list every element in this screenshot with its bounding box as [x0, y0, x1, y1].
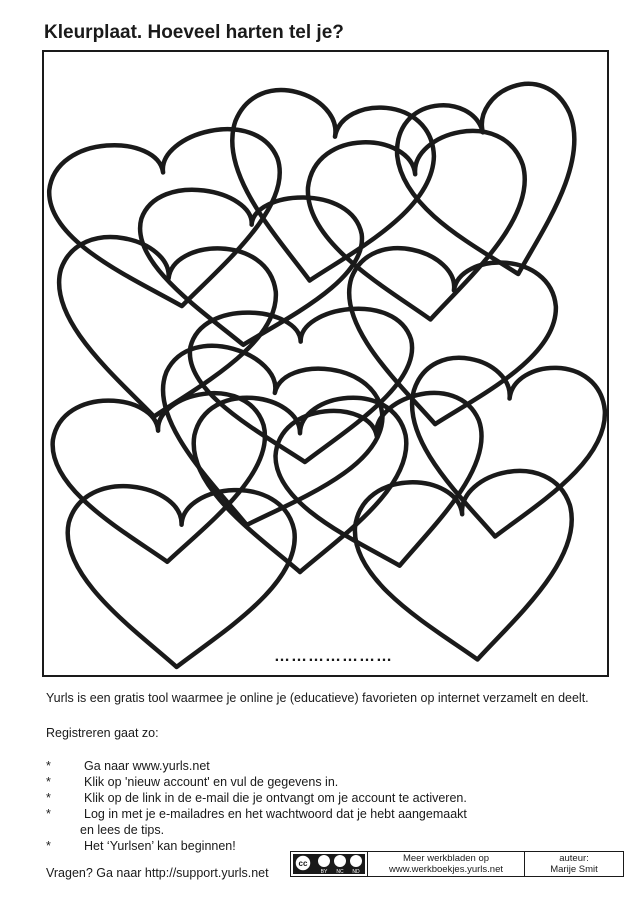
- register-heading: Registreren gaat zo:: [46, 726, 159, 740]
- steps-list: [46, 758, 467, 854]
- support-question: Vragen? Ga naar http://support.yurls.net: [46, 866, 269, 880]
- bullet-star: *: [46, 775, 51, 789]
- author-label: auteur:: [559, 853, 589, 864]
- author-name: Marije Smit: [550, 864, 598, 875]
- author-info: [525, 852, 623, 876]
- step-text: Klik op 'nieuw account' en vul de gegevens in.: [84, 775, 339, 789]
- step-text: Het ‘Yurlsen’ kan beginnen!: [84, 839, 236, 853]
- step-text: Log in met je e-mailadres en het wachtwoord dat je hebt aangemaakt: [84, 807, 467, 821]
- heart-outline: [399, 353, 609, 547]
- bullet-star: *: [46, 839, 51, 853]
- more-worksheets: [368, 852, 525, 876]
- heart-outline: [303, 126, 538, 331]
- more-link[interactable]: www.werkboekjes.yurls.net: [388, 864, 504, 875]
- creative-commons-icon: [291, 852, 368, 876]
- bullet-star: *: [46, 807, 51, 821]
- step-item: [46, 806, 467, 822]
- hearts-drawing: [44, 52, 611, 679]
- heart-outline: [210, 82, 442, 298]
- step-item: [46, 774, 467, 790]
- step-continuation: en lees de tips.: [80, 823, 165, 837]
- svg-text:cc: cc: [298, 859, 308, 868]
- step-text: Klik op de link in de e-mail die je ontvangt om je account te activeren.: [84, 791, 467, 805]
- license-label: ND: [352, 869, 360, 875]
- answer-blank: …………………: [274, 648, 393, 665]
- more-line1: Meer werkbladen op: [402, 853, 490, 864]
- license-label: BY: [320, 869, 328, 875]
- heart-outline: [269, 385, 502, 584]
- step-item: [46, 790, 467, 806]
- license-label: NC: [336, 869, 344, 875]
- bullet-star: *: [46, 759, 51, 773]
- step-item: [46, 758, 467, 774]
- coloring-frame: [42, 50, 609, 677]
- step-text: Ga naar www.yurls.net: [84, 759, 210, 773]
- footer-box: [290, 851, 624, 877]
- heart-outline: [194, 398, 407, 572]
- bullet-star: *: [46, 791, 51, 805]
- heart-outline: [44, 122, 297, 322]
- heart-outline: [332, 242, 561, 439]
- page-title: Kleurplaat. Hoeveel harten tel je?: [44, 22, 344, 43]
- intro-text: Yurls is een gratis tool waarmee je online je (educatieve) favorieten op internet verzamelt en deelt.: [46, 691, 589, 705]
